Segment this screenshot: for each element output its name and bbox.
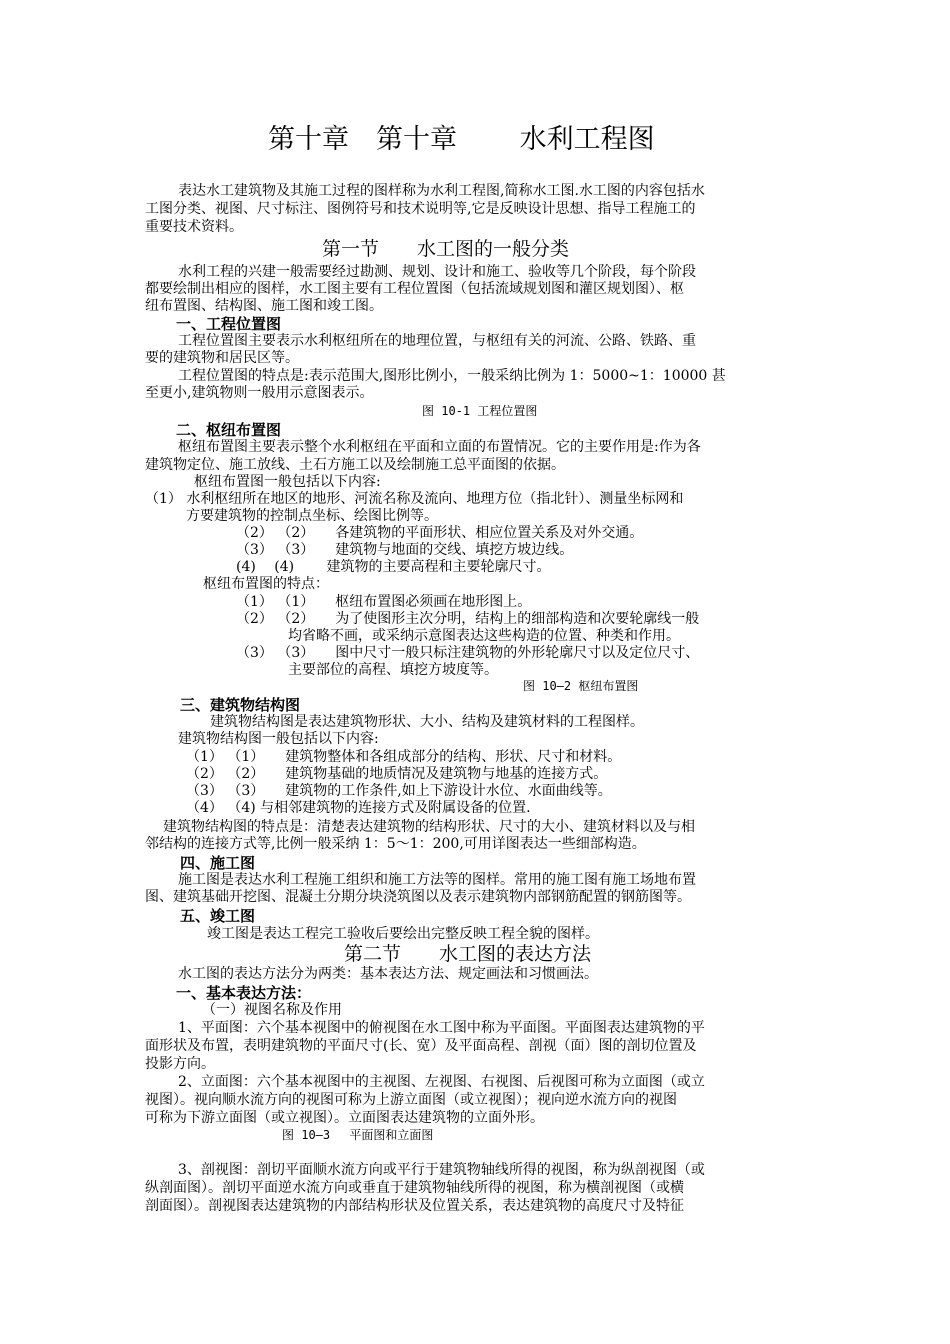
paragraph-line: 3、剖视图：剖切平面顺水流方向或平行于建筑物轴线所得的视图，称为纵剖视图（或 — [178, 1162, 705, 1178]
paragraph-line: 纵剖面图）。剖切平面逆水流方向或垂直于建筑物轴线所得的视图，称为横剖视图（或横 — [145, 1180, 684, 1196]
intro-line-2: 工图分类、视图、尺寸标注、图例符号和技术说明等,它是反映设计思想、指导工程施工的 — [145, 201, 696, 217]
subheading-basic-methods: 一、基本表达方法： — [176, 984, 312, 1002]
paragraph-line: 施工图是表达水利工程施工组织和施工方法等的图样。常用的施工图有施工场地布置 — [178, 872, 696, 888]
list-item: （1） （1） 建筑物整体和各组成部分的结构、形状、尺寸和材料。 — [186, 749, 622, 765]
subheading-location-map: 一、工程位置图 — [176, 315, 282, 333]
list-item: （2） （2） 为了使图形主次分明，结构上的细部构造和次要轮廓线一般 — [236, 611, 700, 627]
paragraph-line: 工程位置图主要表示水利枢纽所在的地理位置，与枢纽有关的河流、公路、铁路、重 — [178, 333, 696, 349]
list-item-cont: 均省略不画，或采纳示意图表达这些构造的位置、种类和作用。 — [288, 628, 680, 644]
intro-line-3: 重要技术资料。 — [145, 219, 243, 235]
list-item: （4） （4) 与相邻建筑物的连接方式及附属设备的位置. — [186, 800, 531, 816]
list-item: （1） （1） 枢纽布置图必须画在地形图上。 — [236, 594, 532, 610]
subheading-completion-drawing: 五、竣工图 — [180, 907, 256, 925]
paragraph-line: 水工图的表达方法分为两类：基本表达方法、规定画法和习惯画法。 — [178, 966, 598, 982]
paragraph-line: 邻结构的连接方式等,比例一般采纳 1：5～1：200,可用详图表达一些细部构造。 — [145, 836, 646, 852]
list-item: （3） （3） 建筑物的工作条件,如上下游设计水位、水面曲线等。 — [186, 783, 612, 799]
paragraph-line: 1、平面图：六个基本视图中的俯视图在水工图中称为平面图。平面图表达建筑物的平 — [178, 1020, 705, 1036]
paragraph-line: 枢纽布置图一般包括以下内容: — [194, 474, 381, 490]
list-item-cont: 方要建筑物的控制点坐标、绘图比例等。 — [186, 508, 438, 524]
paragraph-line: 2、立面图：六个基本视图中的主视图、左视图、右视图、后视图可称为立面图（或立 — [178, 1074, 705, 1090]
paragraph-line: 剖面图）。剖视图表达建筑物的内部结构形状及位置关系，表达建筑物的高度尺寸及特征 — [145, 1198, 684, 1214]
list-item: （2） （2） 各建筑物的平面形状、相应位置关系及对外交通。 — [236, 525, 644, 541]
paragraph-line: 投影方向。 — [145, 1056, 215, 1072]
section-1-heading: 第一节 水工图的一般分类 — [322, 238, 570, 260]
figure-caption: 图 10—3 平面图和立面图 — [282, 1128, 434, 1142]
paragraph-line: （一）视图名称及作用 — [202, 1002, 342, 1018]
paragraph-line: 工程位置图的特点是:表示范围大,图形比例小，一般采纳比例为 1：5000~1：10000 甚 — [178, 368, 726, 384]
list-item: （1） 水利枢纽所在地区的地形、河流名称及流向、地理方位（指北针）、测量坐标网和 — [145, 491, 684, 507]
paragraph-line: 可称为下游立面图（或立视图）。立面图表达建筑物的立面外形。 — [145, 1110, 544, 1126]
list-item: （2） （2） 建筑物基础的地质情况及建筑物与地基的连接方式。 — [186, 766, 608, 782]
paragraph-line: 视图）。视向顺水流方向的视图可称为上游立面图（或立视图）；视向逆水流方向的视图 — [145, 1092, 677, 1108]
section-2-heading: 第二节 水工图的表达方法 — [344, 943, 592, 965]
subheading-structure-drawing: 三、建筑物结构图 — [180, 696, 301, 714]
paragraph-line: 要的建筑物和居民区等。 — [145, 350, 299, 366]
paragraph-line: 建筑物定位、施工放线、土石方施工以及绘制施工总平面图的依据。 — [145, 457, 565, 473]
paragraph-line: 枢纽布置图主要表示整个水利枢纽在平面和立面的布置情况。它的主要作用是:作为各 — [178, 439, 701, 455]
paragraph-line: 都要绘制出相应的图样，水工图主要有工程位置图（包括流域规划图和灌区规划图）、枢 — [145, 281, 684, 297]
figure-caption: 图 10—2 枢纽布置图 — [523, 679, 639, 693]
paragraph-line: 枢纽布置图的特点： — [203, 576, 329, 592]
list-item: （3） （3） 建筑物与地面的交线、填挖方坡边线。 — [236, 542, 574, 558]
list-item: （3） （3） 图中尺寸一般只标注建筑物的外形轮廓尺寸以及定位尺寸、 — [236, 645, 700, 661]
paragraph-line: 面形状及布置，表明建筑物的平面尺寸(长、宽）及平面高程、剖视（面）图的剖切位置及 — [145, 1038, 697, 1054]
list-item-cont: 主要部位的高程、填挖方坡度等。 — [288, 662, 498, 678]
subheading-construction-drawing: 四、施工图 — [180, 854, 256, 872]
paragraph-line: 图、建筑基础开挖图、混凝土分期分块浇筑图以及表示建筑物内部钢筋配置的钢筋图等。 — [145, 889, 691, 905]
paragraph-line: 建筑物结构图一般包括以下内容: — [178, 731, 379, 747]
list-item: (4) (4) 建筑物的主要高程和主要轮廓尺寸。 — [236, 559, 551, 575]
paragraph-line: 至更小,建筑物则一般用示意图表示。 — [145, 385, 374, 401]
chapter-title: 第十章 第十章 水利工程图 — [268, 124, 655, 155]
paragraph-line: 纽布置图、结构图、施工图和竣工图。 — [145, 298, 383, 314]
paragraph-line: 建筑物结构图是表达建筑物形状、大小、结构及建筑材料的工程图样。 — [210, 714, 644, 730]
subheading-layout-plan: 二、枢纽布置图 — [176, 421, 282, 439]
figure-caption: 图 10-1 工程位置图 — [422, 404, 538, 418]
paragraph-line: 水利工程的兴建一般需要经过勘测、规划、设计和施工、验收等几个阶段，每个阶段 — [178, 264, 696, 280]
paragraph-line: 竣工图是表达工程完工验收后要绘出完整反映工程全貌的图样。 — [207, 926, 599, 942]
paragraph-line: 建筑物结构图的特点是：清楚表达建筑物的结构形状、尺寸的大小、建筑材料以及与相 — [163, 819, 695, 835]
intro-line-1: 表达水工建筑物及其施工过程的图样称为水利工程图,简称水工图.水工图的内容包括水 — [178, 183, 705, 199]
